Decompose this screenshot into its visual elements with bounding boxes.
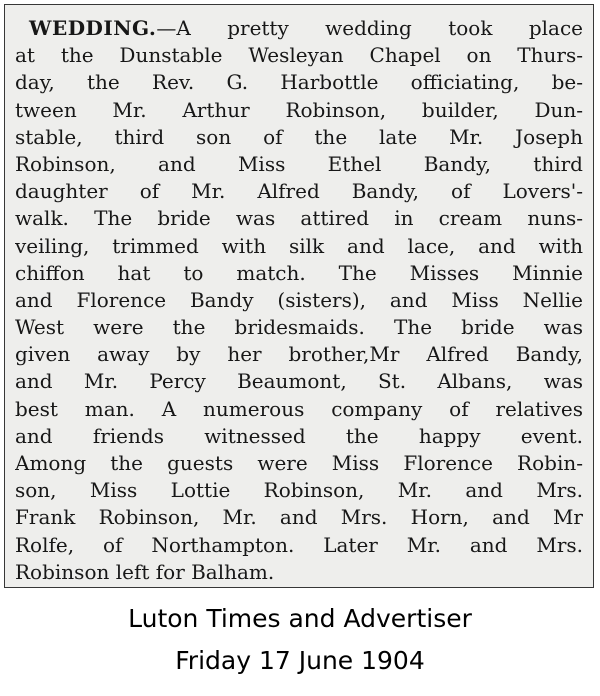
article-line: Robinson, and Miss Ethel Bandy, third — [15, 151, 583, 176]
article-line: at the Dunstable Wesleyan Chapel on Thurs- — [15, 43, 583, 68]
caption-source: Luton Times and Advertiser — [128, 604, 472, 633]
article-line: day, the Rev. G. Harbottle officiating, be- — [15, 70, 583, 95]
caption-date: Friday 17 June 1904 — [175, 646, 425, 675]
article-line: and friends witnessed the happy event. — [15, 423, 583, 448]
article-line: Frank Robinson, Mr. and Mrs. Horn, and Mr — [15, 505, 583, 530]
article-line: chiffon hat to match. The Misses Minnie — [15, 260, 583, 285]
article-line: son, Miss Lottie Robinson, Mr. and Mrs. — [15, 478, 583, 503]
article-line: West were the bridesmaids. The bride was — [15, 315, 583, 340]
article-line: Rolfe, of Northampton. Later Mr. and Mrs. — [15, 532, 583, 557]
article-line: given away by her brother,Mr Alfred Bandy, — [15, 342, 583, 367]
article-line: walk. The bride was attired in cream nuns- — [15, 206, 583, 231]
article-line: veiling, trimmed with silk and lace, and with — [15, 233, 583, 258]
article-line: Among the guests were Miss Florence Robin- — [15, 451, 583, 475]
article-line: and Florence Bandy (sisters), and Miss Nellie — [15, 287, 583, 312]
article-line: and Mr. Percy Beaumont, St. Albans, was — [15, 369, 583, 394]
article-line: stable, third son of the late Mr. Joseph — [15, 124, 583, 149]
article-line: best man. A numerous company of relatives — [15, 396, 583, 421]
article-headword: WEDDING. — [29, 16, 157, 40]
article-line: tween Mr. Arthur Robinson, builder, Dun- — [15, 97, 583, 122]
newspaper-clipping — [4, 4, 594, 588]
article-line — [15, 15, 583, 42]
article-line: Robinson left for Balham. — [15, 559, 275, 584]
article-line: daughter of Mr. Alfred Bandy, of Lovers'- — [15, 179, 583, 204]
article-line-text: —A pretty wedding took place — [156, 16, 583, 40]
article-text — [15, 15, 583, 586]
